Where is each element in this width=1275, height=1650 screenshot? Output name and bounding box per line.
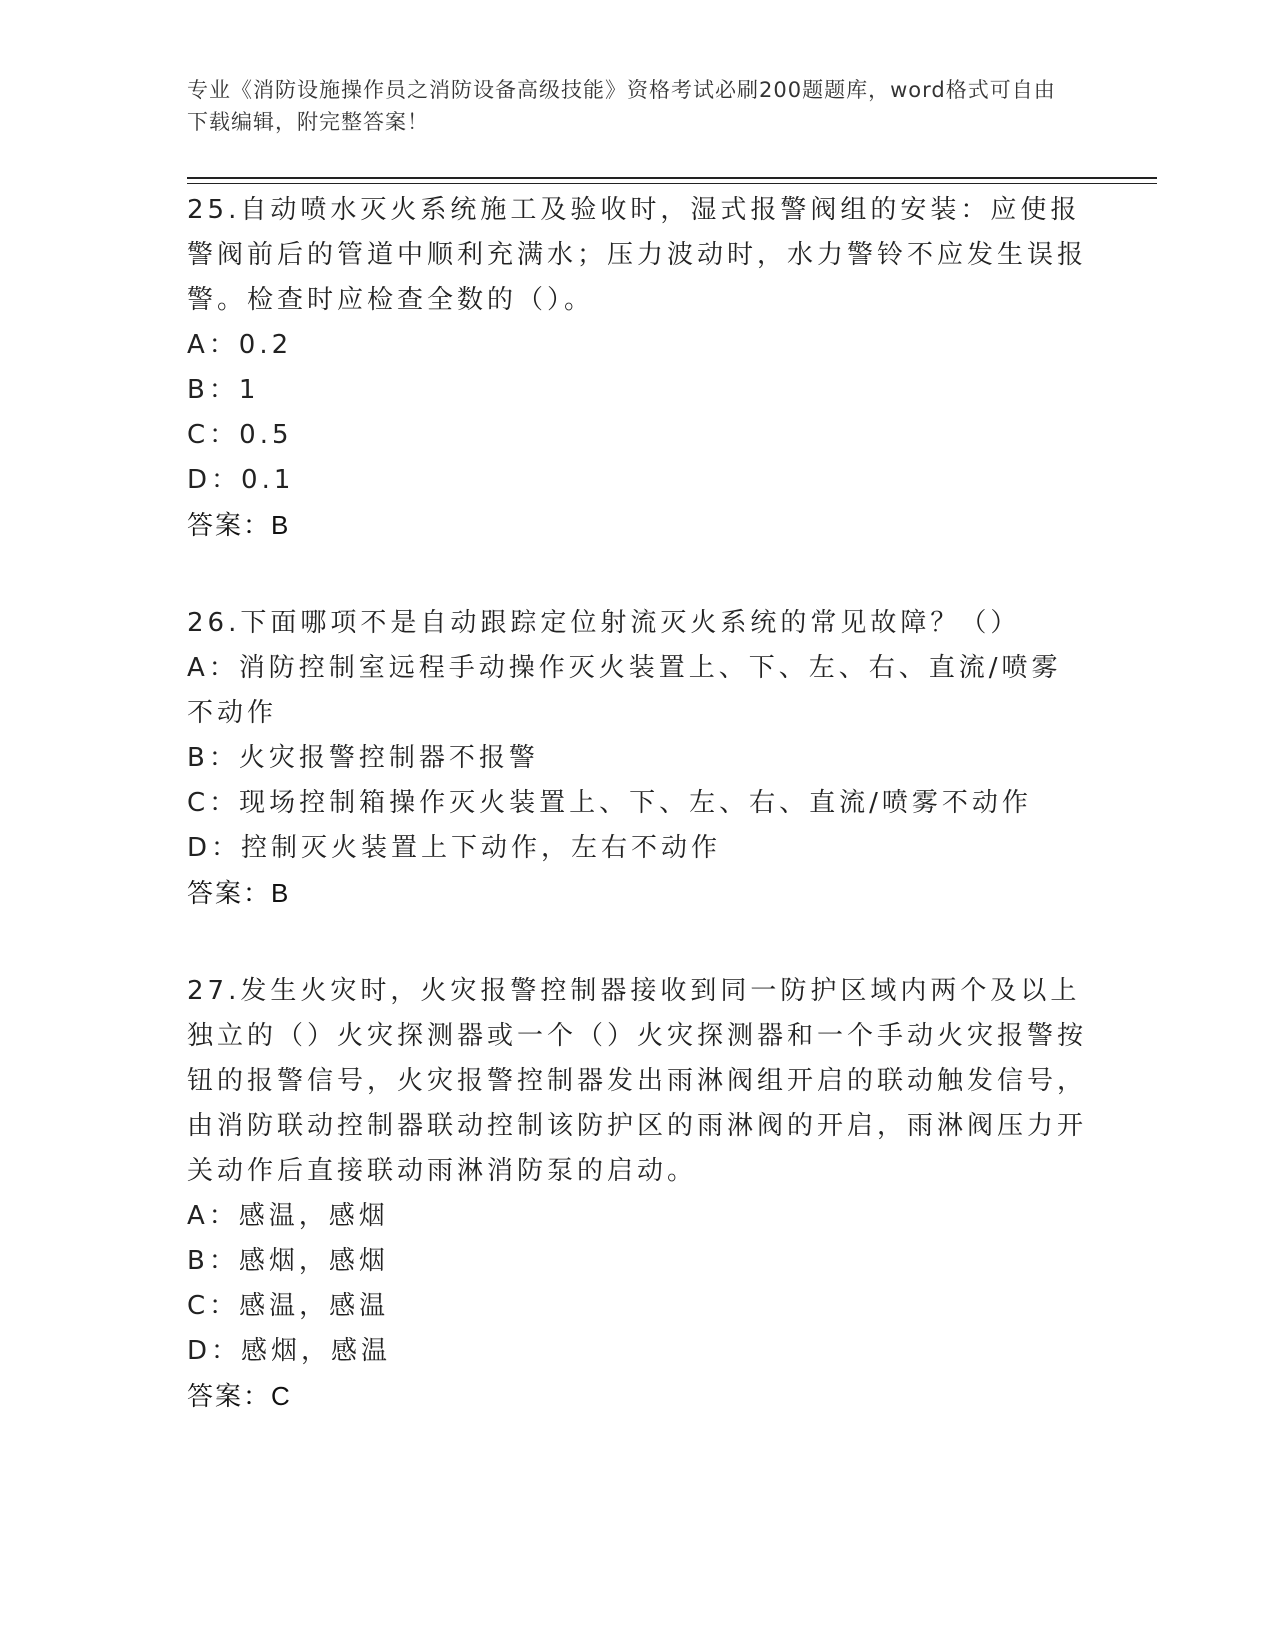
question-27: [187, 969, 1087, 1419]
option-c: C：感温，感温: [187, 1291, 390, 1321]
option-c: C：0.5: [187, 420, 293, 450]
option-b: B：1: [187, 375, 260, 405]
header-divider-thick: [187, 177, 1157, 179]
option-d: D：0.1: [187, 465, 295, 495]
question-stem: 27.发生火灾时，火灾报警控制器接收到同一防护区域内两个及以上独立的（）火灾探测器或一个（）火灾探测器和一个手动火灾报警按钮的报警信号，火灾报警控制器发出雨淋阀组开启的联动触发信号，由消防联动控制器联动控制该防护区的雨淋阀的开启，雨淋阀压力开关动作后直接联动雨淋消防泵的启动。: [187, 976, 1088, 1186]
option-a: A：0.2: [187, 330, 293, 360]
answer-line: 答案：C: [187, 1381, 292, 1411]
question-stem: 25.自动喷水灭火系统施工及验收时，湿式报警阀组的安装：应使报警阀前后的管道中顺利充满水；压力波动时，水力警铃不应发生误报警。检查时应检查全数的（）。: [187, 195, 1088, 315]
answer-line: 答案：B: [187, 510, 291, 540]
option-a: A：消防控制室远程手动操作灭火装置上、下、左、右、直流/喷雾不动作: [187, 653, 1062, 728]
question-list: [187, 188, 1087, 1472]
answer-line: 答案：B: [187, 878, 291, 908]
question-26: [187, 601, 1087, 916]
option-b: B：感烟，感烟: [187, 1246, 389, 1276]
option-d: D：感烟，感温: [187, 1336, 392, 1366]
header-divider-thin: [187, 183, 1157, 184]
document-header: 专业《消防设施操作员之消防设备高级技能》资格考试必刷200题题库，word格式可自由下载编辑，附完整答案！: [187, 78, 1056, 134]
question-stem: 26.下面哪项不是自动跟踪定位射流灭火系统的常见故障？（）: [187, 608, 1021, 638]
option-d: D：控制灭火装置上下动作，左右不动作: [187, 833, 722, 863]
option-b: B：火灾报警控制器不报警: [187, 743, 539, 773]
option-c: C：现场控制箱操作灭火装置上、下、左、右、直流/喷雾不动作: [187, 788, 1032, 818]
option-a: A：感温，感烟: [187, 1201, 389, 1231]
question-25: [187, 188, 1087, 548]
